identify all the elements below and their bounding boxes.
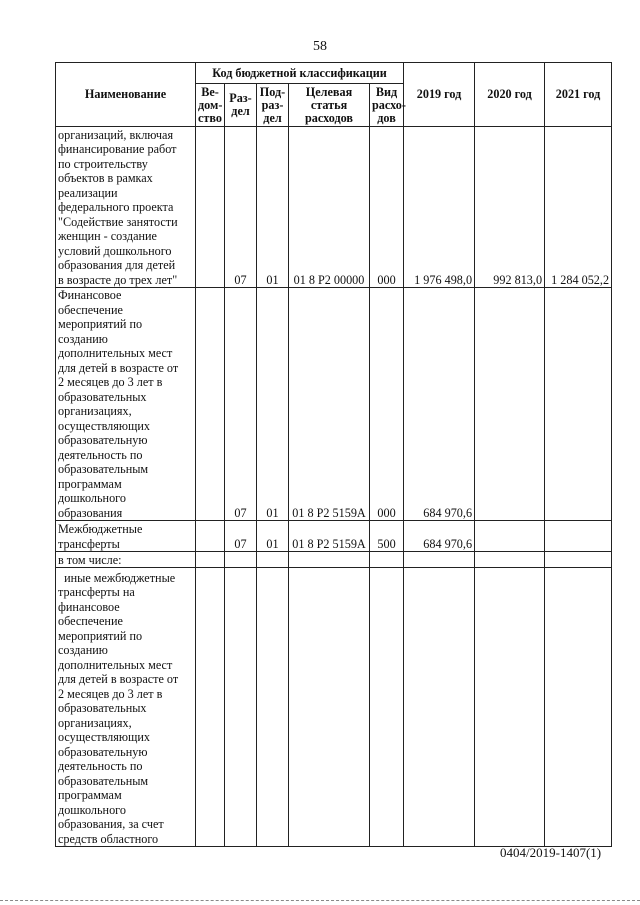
row-2019 [404, 568, 475, 847]
row-name: Межбюджетные трансферты [56, 521, 196, 552]
table-row [56, 568, 612, 847]
document-code: 0404/2019-1407(1) [500, 845, 602, 860]
row-2020 [475, 521, 545, 552]
row-name: в том числе: [56, 552, 196, 568]
header-celevaya-statya: Целевая статья расходов [289, 84, 370, 127]
row-vedomstvo [196, 568, 225, 847]
header-vid-rashodov: Вид расхо- дов [370, 84, 404, 127]
header-2020: 2020 год [475, 63, 545, 127]
header-podrazdel: Под- раз- дел [257, 84, 289, 127]
row-vid [370, 568, 404, 847]
table-row [56, 552, 612, 568]
row-podrazdel: 01 [257, 127, 289, 288]
header-vedomstvo: Ве- дом- ство [196, 84, 225, 127]
row-vid [370, 552, 404, 568]
table-row [56, 288, 612, 521]
row-name: иные межбюджетные трансферты на финансовое обеспечение мероприятий по созданию дополнительных мест для детей в возрасте от 2 месяцев до 3 лет в образовательных организациях, осуществляющих образовательную деятельность по образовательным программам дошкольного образования, за счет средств областного [56, 568, 196, 847]
row-vedomstvo [196, 552, 225, 568]
row-vid: 000 [370, 127, 404, 288]
header-name: Наименование [56, 63, 196, 127]
row-2021: 1 284 052,2 [545, 127, 612, 288]
table-row [56, 127, 612, 288]
row-razdel: 07 [225, 521, 257, 552]
row-2021 [545, 568, 612, 847]
budget-classification-table [55, 62, 612, 847]
row-2019 [404, 552, 475, 568]
row-celevaya: 01 8 P2 5159A [289, 521, 370, 552]
row-razdel [225, 568, 257, 847]
row-2019: 1 976 498,0 [404, 127, 475, 288]
header-code-group: Код бюджетной классификации [196, 63, 404, 84]
row-celevaya: 01 8 P2 5159A [289, 288, 370, 521]
row-2021 [545, 521, 612, 552]
row-2019: 684 970,6 [404, 521, 475, 552]
row-2020: 992 813,0 [475, 127, 545, 288]
row-podrazdel: 01 [257, 521, 289, 552]
row-2021 [545, 552, 612, 568]
row-name: Финансовое обеспечение мероприятий по созданию дополнительных мест для детей в возрасте от 2 месяцев до 3 лет в образовательных организациях, осуществляющих образовательную деятельность по образовательным программам дошкольного образования [56, 288, 196, 521]
row-vedomstvo [196, 521, 225, 552]
row-2021 [545, 288, 612, 521]
row-vid: 500 [370, 521, 404, 552]
footer-divider [0, 900, 640, 901]
header-razdel: Раз- дел [225, 84, 257, 127]
row-razdel: 07 [225, 127, 257, 288]
row-razdel [225, 552, 257, 568]
header-2019: 2019 год [404, 63, 475, 127]
row-celevaya [289, 568, 370, 847]
table-row [56, 521, 612, 552]
row-2020 [475, 552, 545, 568]
row-podrazdel [257, 568, 289, 847]
row-celevaya: 01 8 P2 00000 [289, 127, 370, 288]
row-celevaya [289, 552, 370, 568]
row-vid: 000 [370, 288, 404, 521]
row-vedomstvo [196, 127, 225, 288]
row-podrazdel [257, 552, 289, 568]
row-podrazdel: 01 [257, 288, 289, 521]
header-2021: 2021 год [545, 63, 612, 127]
row-2020 [475, 288, 545, 521]
row-2019: 684 970,6 [404, 288, 475, 521]
row-2020 [475, 568, 545, 847]
row-name: организаций, включая финансирование работ по строительству объектов в рамках реализации федерального проекта "Содействие занятости женщин - создание условий дошкольного образования для детей в возрасте до трех лет" [56, 127, 196, 288]
row-razdel: 07 [225, 288, 257, 521]
row-vedomstvo [196, 288, 225, 521]
page-number: 58 [313, 39, 327, 54]
